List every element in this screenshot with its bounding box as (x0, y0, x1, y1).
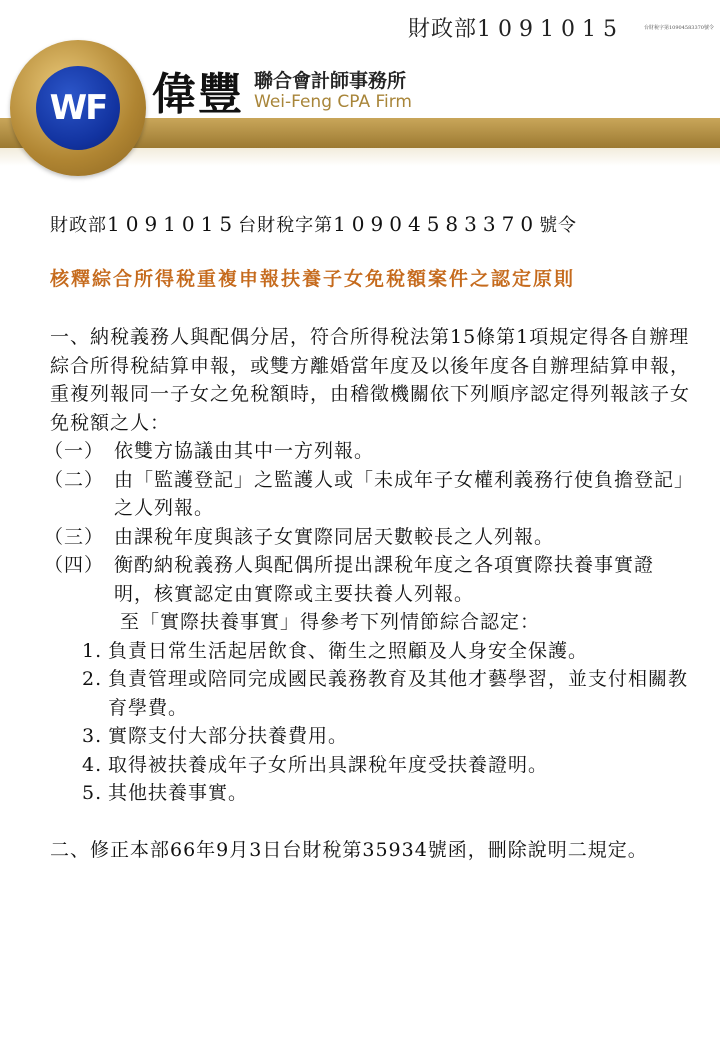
item-label: （三） (44, 525, 105, 548)
firm-logo-icon (10, 40, 146, 176)
sub-list-item (82, 779, 690, 808)
sub-item-text: 負責管理或陪同完成國民義務教育及其他才藝學習，並支付相關教育學費。 (108, 668, 689, 719)
ref-date: 1091015 (107, 212, 239, 236)
sub-item-label: 4. (82, 753, 103, 776)
item-text: 依雙方協議由其中一方列報。 (114, 440, 375, 462)
sub-item-label: 5. (82, 782, 103, 804)
ref-number: 10904583370 (333, 212, 540, 236)
sub-item-label: 1. (82, 639, 103, 662)
item-label: （四） (44, 554, 105, 576)
top-reference (408, 12, 624, 43)
section-1: 一、納稅義務人與配偶分居，符合所得稅法第15條第1項規定得各自辦理綜合所得稅結算申報，或雙方離婚當年度及以後年度各自辦理結算申報，重複列報同一子女之免稅額時，由稽徵機關依下列順序認定得列報該子女免稅額之人： (50, 326, 691, 434)
sub-item-label: 3. (82, 725, 103, 747)
ref-suffix: 號令 (539, 215, 578, 236)
logo-inner (36, 66, 120, 150)
document-subject: 核釋綜合所得稅重複申報扶養子女免稅額案件之認定原則 (50, 267, 576, 290)
sub-item-text: 取得被扶養成年子女所出具課稅年度受扶養證明。 (108, 753, 549, 776)
sub-list-item (82, 637, 690, 666)
firm-english-name: Wei-Feng CPA Firm (254, 92, 412, 112)
sub-list-item (82, 665, 690, 722)
sub-list-item (82, 751, 690, 780)
sub-item-label: 2. (82, 668, 103, 690)
sub-list-item (82, 722, 690, 751)
document-body (44, 210, 691, 864)
list-item (44, 466, 690, 523)
top-ref-prefix: 財政部 (408, 17, 478, 42)
ref-mid: 台財稅字第 (238, 215, 334, 236)
firm-subtitle: 聯合會計師事務所 (254, 70, 407, 92)
item-text: 衡酌納稅義務人與配偶所提出課稅年度之各項實際扶養事實證明，核實認定由實際或主要扶養人列報。 (114, 554, 655, 605)
section-2: 二、修正本部66年9月3日台財稅第35934號函，刪除說明二規定。 (50, 838, 648, 861)
top-ref-digits: 1091015 (477, 17, 624, 42)
logo-text: WF (49, 88, 107, 128)
list-item (44, 523, 690, 552)
item-label: （二） (44, 468, 105, 491)
firm-name: 偉豐 (152, 69, 244, 120)
item-text: 由課稅年度與該子女實際同居天數較長之人列報。 (114, 525, 555, 548)
list-item (44, 551, 690, 608)
item-text: 由「監護登記」之監護人或「未成年子女權利義務行使負擔登記」之人列報。 (114, 468, 685, 519)
ruling-reference (50, 210, 690, 241)
sub-item-text: 實際支付大部分扶養費用。 (108, 725, 349, 747)
top-ref-small: 台財稅字第10904583370號令 (644, 25, 714, 31)
sub-item-text: 其他扶養事實。 (108, 782, 249, 804)
sub-item-text: 負責日常生活起居飲食、衛生之照顧及人身安全保護。 (108, 639, 589, 662)
ref-prefix: 財政部 (50, 215, 107, 236)
item-label: （一） (44, 440, 105, 462)
list-item (44, 437, 690, 466)
item4-note: 至「實際扶養事實」得參考下列情節綜合認定： (120, 611, 541, 633)
